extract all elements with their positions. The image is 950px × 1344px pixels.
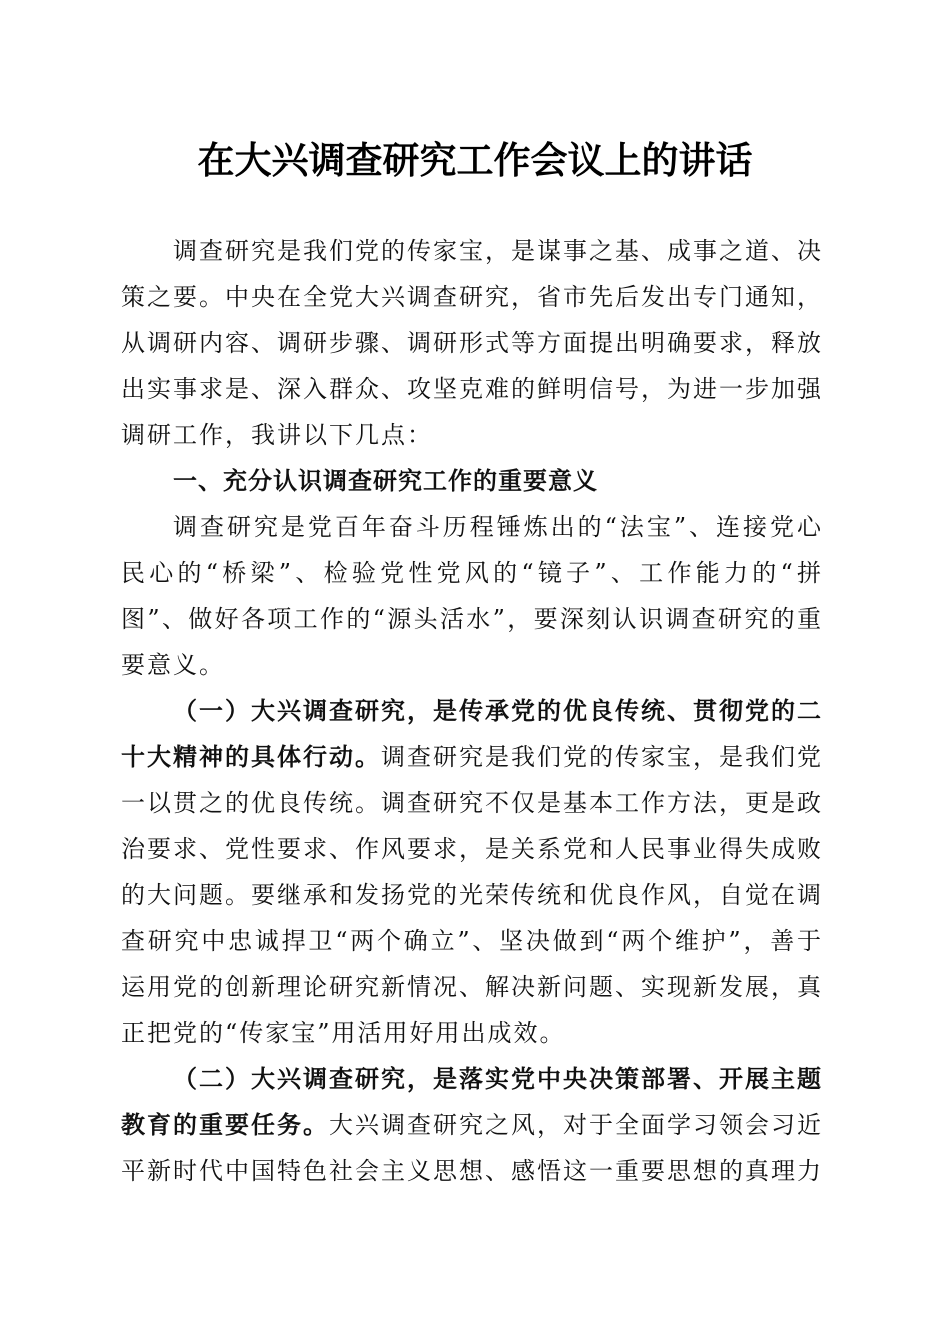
point-1-lead: （一）大兴调查研究，是传承党的优良传统、贯彻党的二十大精神的具体行动。 <box>121 696 823 771</box>
point-2-text: 大兴调查研究之风，对于全面学习领会习近平新时代中国特色社会主义思想、感悟这一重要思想的真理力 <box>121 1111 823 1185</box>
document-title: 在大兴调查研究工作会议上的讲话 <box>197 138 753 182</box>
point-1-text: 调查研究是我们党的传家宝，是我们党一以贯之的优良传统。调查研究不仅是基本工作方法，更是政治要求、党性要求、作风要求，是关系党和人民事业得失成败的大问题。要继承和发扬党的光荣传统和优良作风，自觉在调查研究中忠诚捍卫“两个确立”、坚决做到“两个维护”，善于运用党的创新理论研究新情况、解决新问题、实现新发展，真正把党的“传家宝”用活用好用出成效。 <box>121 743 823 1047</box>
section-1-paragraph: 调查研究是党百年奋斗历程锤炼出的“法宝”、连接党心民心的“桥梁”、检验党性党风的“镜子”、工作能力的“拼图”、做好各项工作的“源头活水”，要深刻认识调查研究的重要意义。 <box>121 513 823 679</box>
point-1-paragraph <box>121 688 823 1056</box>
point-2-lead: （二）大兴调查研究，是落实党中央决策部署、开展主题教育的重要任务。 <box>121 1064 823 1139</box>
intro-paragraph: 调查研究是我们党的传家宝，是谋事之基、成事之道、决策之要。中央在全党大兴调查研究，省市先后发出专门通知，从调研内容、调研步骤、调研形式等方面提出明确要求，释放出实事求是、深入群众、攻坚克难的鲜明信号，为进一步加强调研工作，我讲以下几点： <box>121 237 823 449</box>
document-body <box>121 228 823 1194</box>
section-heading-1: 一、充分认识调查研究工作的重要意义 <box>173 467 598 495</box>
point-2-paragraph <box>121 1056 823 1194</box>
